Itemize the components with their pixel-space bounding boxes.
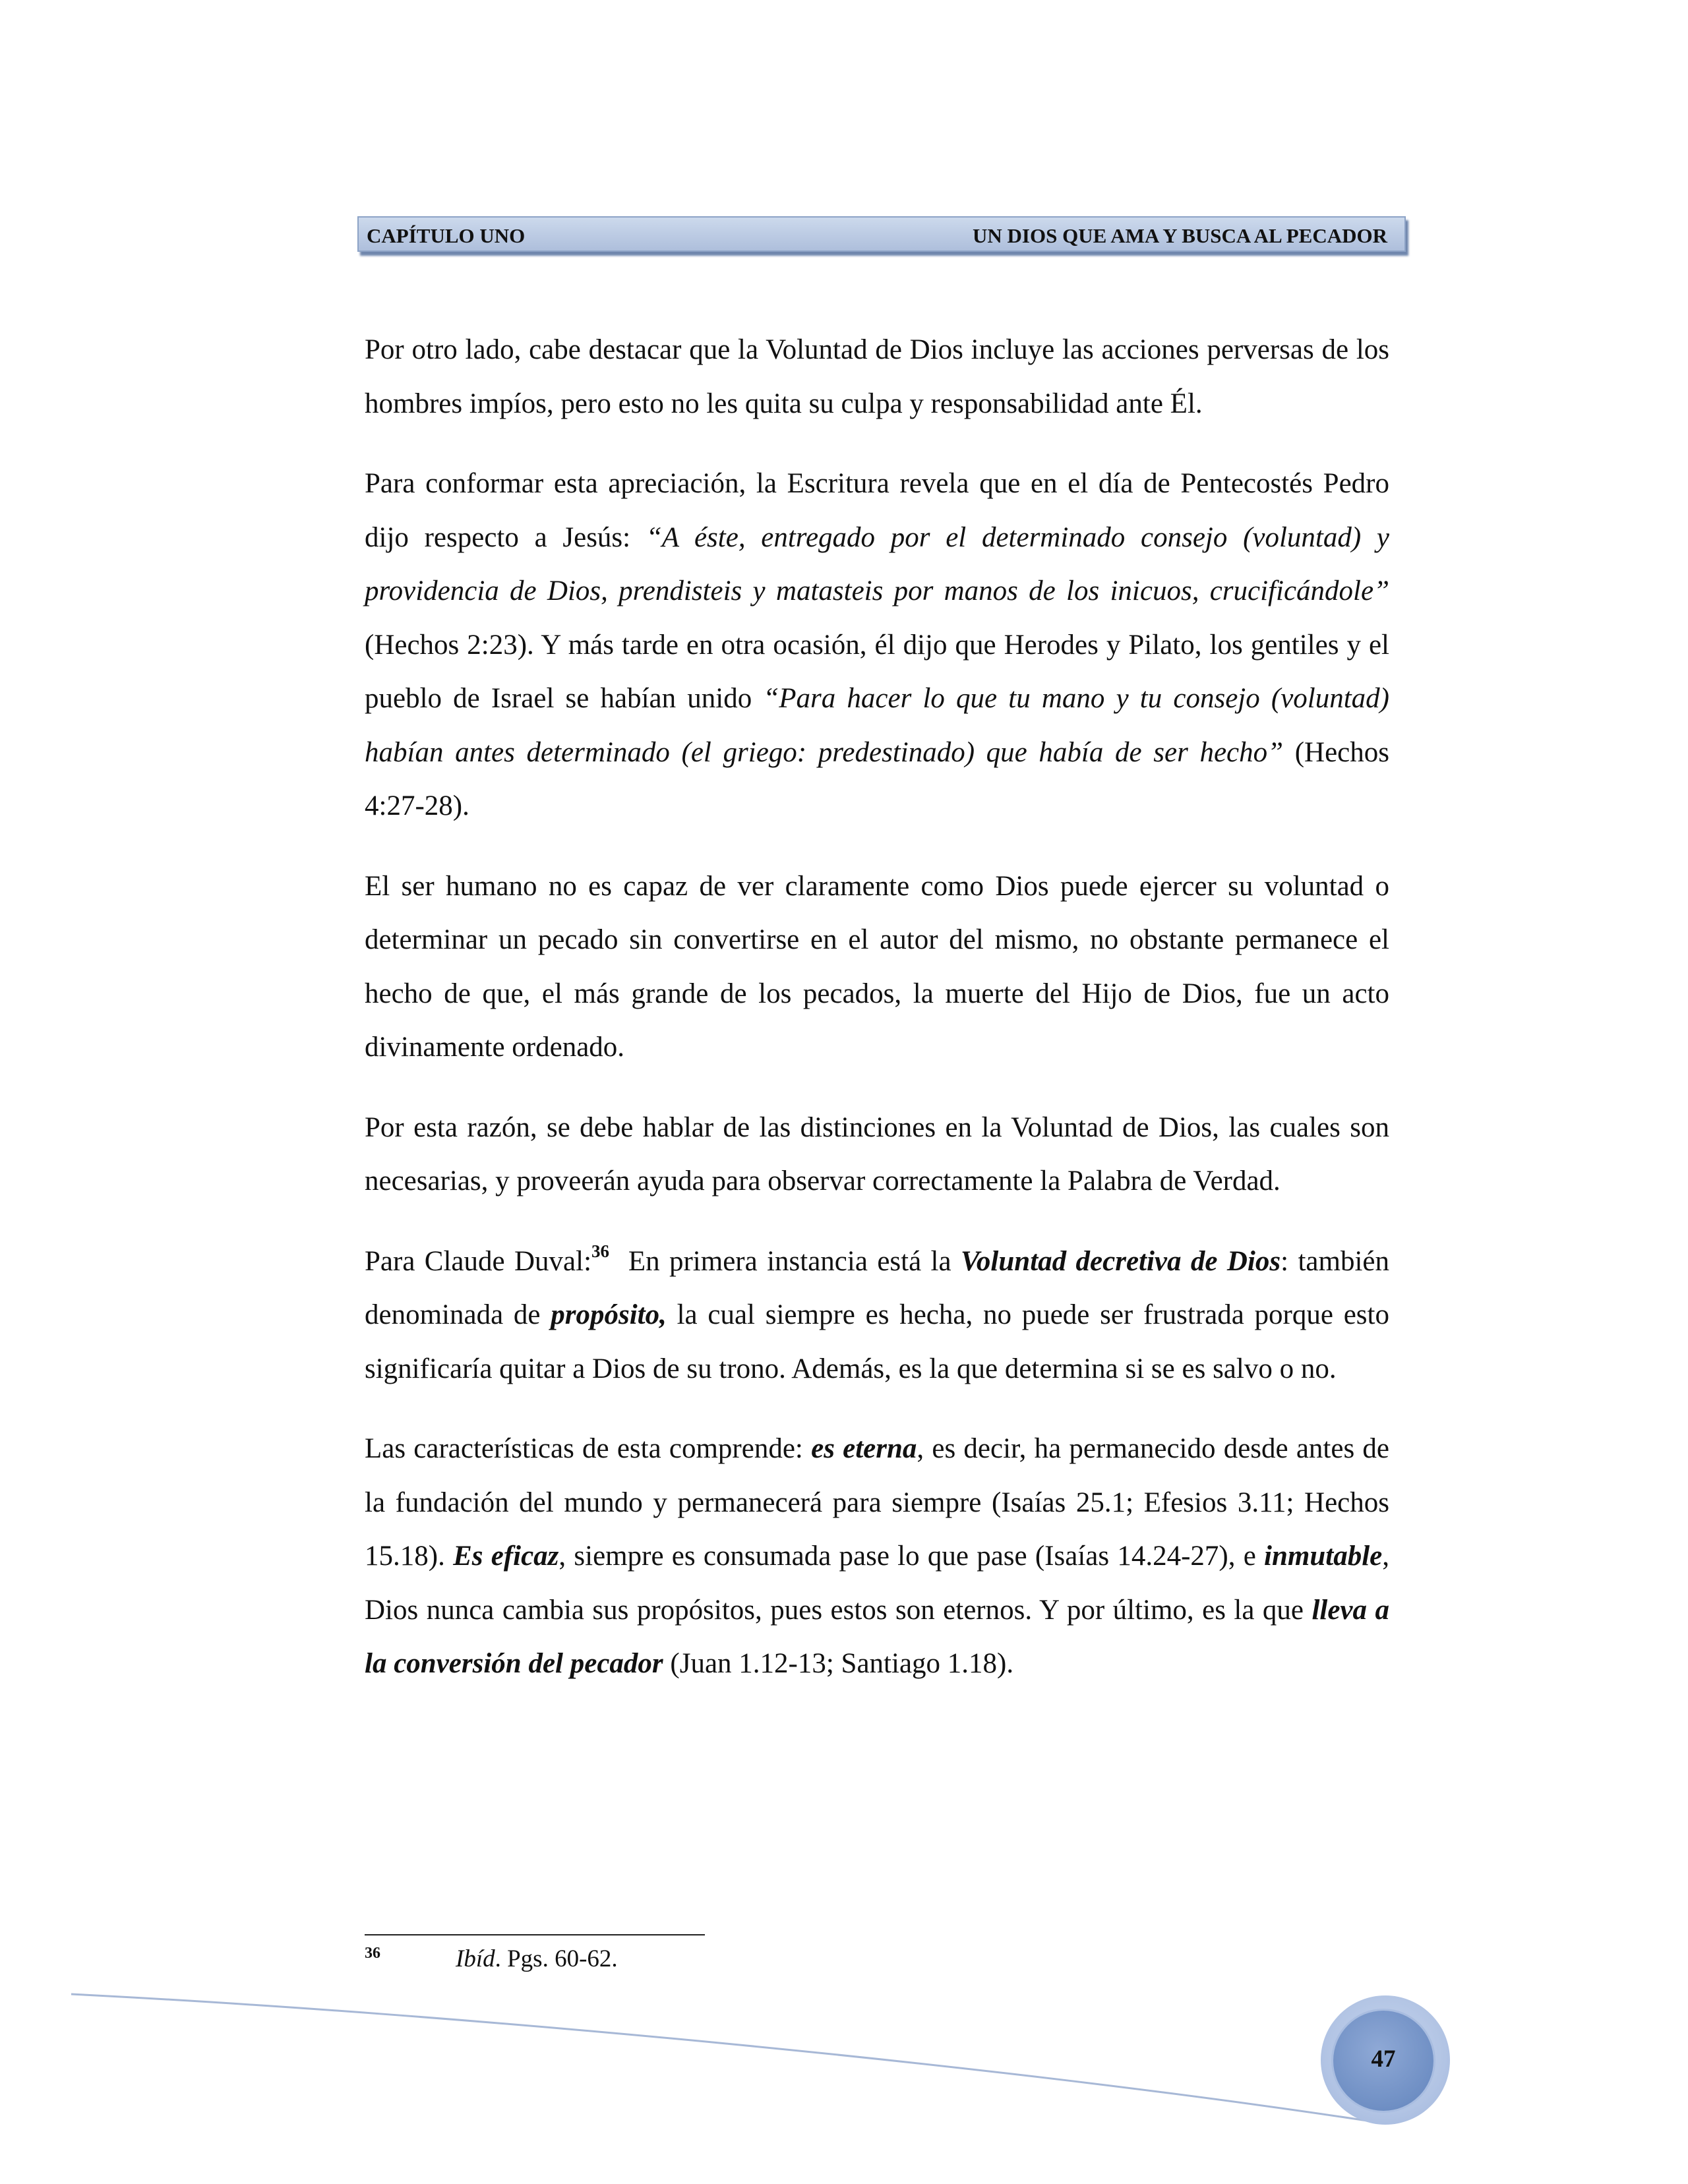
footnote-ref: Ibíd: [456, 1945, 495, 1972]
p5-text-f: la cual siempre es hecha, no puede ser frustrada porque esto significaría quitar a Dios de su trono. Además, es la que determina si se es salvo o no.: [365, 1299, 1389, 1384]
p6-text-c: , es decir, ha permanecido desde antes de la fundación del mundo y permanecerá para siempre (Isaías 25.1; Efesios 3.11; Hechos 15.18).: [365, 1433, 1389, 1572]
p6-text-g: , Dios nunca cambia sus propósitos, pues estos son eternos. Y por último, es la que: [365, 1541, 1389, 1626]
p6-emphasis-eficaz: Es eficaz: [453, 1541, 559, 1572]
p6-emphasis-eterna: es eterna: [811, 1433, 917, 1464]
chapter-title: UN DIOS QUE AMA Y BUSCA AL PECADOR: [973, 224, 1387, 247]
page-number: 47: [1371, 2046, 1396, 2073]
footnote-pages: . Pgs. 60-62.: [495, 1945, 618, 1972]
p5-text-a: Para Claude Duval:: [365, 1245, 592, 1277]
p5-text-d: : también denominada de: [365, 1245, 1389, 1330]
p6-emphasis-inmutable: inmutable: [1264, 1541, 1383, 1572]
p2-quote-1: “A éste, entregado por el determinado consejo (voluntad) y providencia de Dios, prendisteis y matasteis por manos de los inicuos, crucificándole”: [365, 521, 1389, 606]
p2-quote-2: “Para hacer lo que tu mano y tu consejo (voluntad) habían antes determinado (el griego: predestinado) que había de ser hecho”: [365, 683, 1389, 768]
p5-emphasis-decretiva: Voluntad decretiva de Dios: [961, 1245, 1281, 1277]
paragraph-3: El ser humano no es capaz de ver claramente como Dios puede ejercer su voluntad o determinar un pecado sin convertirse en el autor del mismo, no obstante permanece el hecho de que, el más grande de los pecados, la muerte del Hijo de Dios, fue un acto divinamente ordenado.: [365, 870, 1389, 1063]
p5-text-b: En primera instancia está la: [609, 1245, 961, 1277]
footnote-marker: 36: [591, 1241, 610, 1262]
p2-text-c: (Hechos 2:23). Y más tarde en otra ocasión, él dijo que Herodes y Pilato, los gentiles y el pueblo de Israel se habían unido: [365, 629, 1389, 714]
p2-text-e: (Hechos 4:27-28).: [365, 736, 1389, 821]
chapter-label: CAPÍTULO UNO: [367, 224, 526, 247]
p6-text-a: Las características de esta comprende:: [365, 1433, 812, 1464]
p5-emphasis-proposito: propósito,: [551, 1299, 667, 1330]
p6-text-i: (Juan 1.12-13; Santiago 1.18).: [663, 1648, 1014, 1679]
paragraph-4: Por esta razón, se debe hablar de las distinciones en la Voluntad de Dios, las cuales son necesarias, y proveerán ayuda para observar correctamente la Palabra de Verdad.: [365, 1111, 1389, 1196]
p6-text-e: , siempre es consumada pase lo que pase (Isaías 14.24-27), e: [558, 1541, 1265, 1572]
p2-text-a: Para conformar esta apreciación, la Escritura revela que en el día de Pentecostés Pedro dijo respecto a Jesús:: [365, 468, 1389, 553]
paragraph-1: Por otro lado, cabe destacar que la Voluntad de Dios incluye las acciones perversas de los hombres impíos, pero esto no les quita su culpa y responsabilidad ante Él.: [365, 334, 1389, 419]
p6-emphasis-conversion: lleva a la conversión del pecador: [365, 1594, 1389, 1679]
footnote-number: 36: [365, 1945, 380, 1962]
